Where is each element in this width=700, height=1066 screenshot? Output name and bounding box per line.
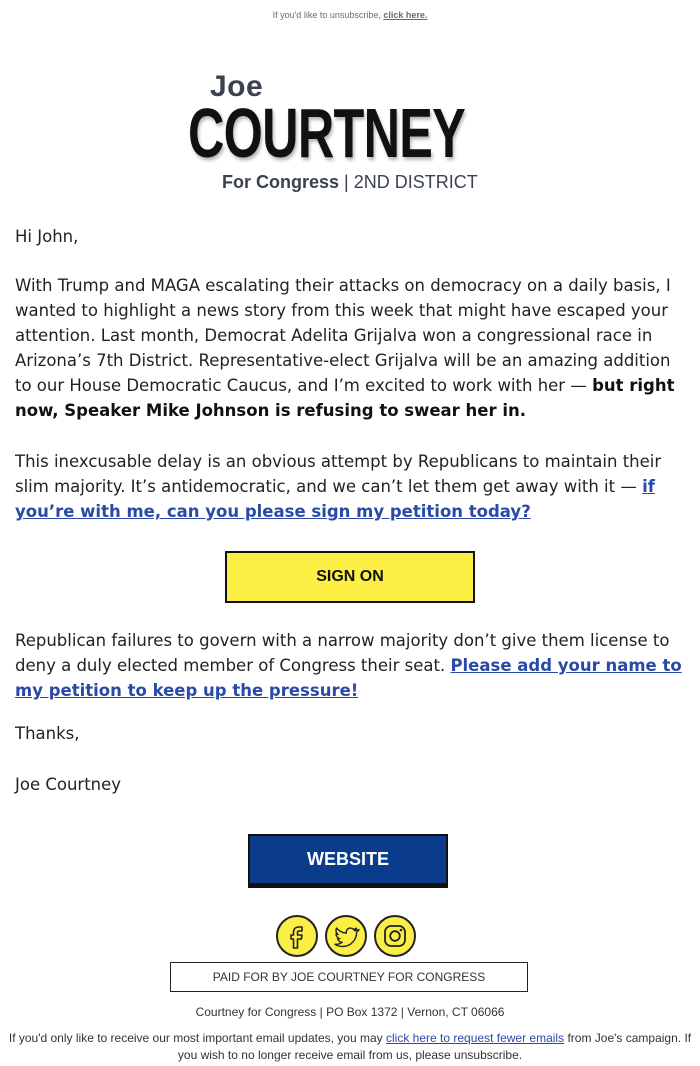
paragraph-1-text: With Trump and MAGA escalating their attacks on democracy on a daily basis, I wanted to highlight a news story from this week that might have escaped your attention. Last month, Democrat Adelita Grijalva won a congressional race in Arizona’s 7th District. Representative-elect Grijalva will be an amazing addition to our House Democratic Caucus, and I’m excited to work with her —: [15, 276, 671, 395]
top-unsubscribe-line: [0, 10, 700, 20]
website-button[interactable]: WEBSITE: [248, 834, 448, 888]
footer-prefix: If you'd only like to receive our most important email updates, you may: [8, 1031, 383, 1045]
unsubscribe-prefix: If you'd like to unsubscribe,: [272, 10, 381, 20]
paragraph-2-text: This inexcusable delay is an obvious attempt by Republicans to maintain their slim majority. It’s antidemocratic, and we can’t let them get away with it —: [15, 452, 662, 496]
logo-last-name: COURTNEY: [188, 94, 466, 172]
social-links: [276, 915, 416, 957]
greeting: Hi John,: [15, 227, 79, 246]
twitter-icon[interactable]: [325, 915, 367, 957]
logo-sub-district: 2ND DISTRICT: [353, 172, 478, 192]
paragraph-3: [15, 628, 687, 703]
sign-on-button[interactable]: SIGN ON: [225, 551, 475, 603]
footer-suffix: from Joe's campaign. If you wish to no longer receive email from us, please unsubscribe.: [177, 1031, 692, 1062]
mailing-address: Courtney for Congress | PO Box 1372 | Vernon, CT 06066: [195, 1005, 505, 1019]
instagram-icon[interactable]: [374, 915, 416, 957]
signoff-name: Joe Courtney: [15, 775, 122, 794]
fewer-emails-link[interactable]: click here to request fewer emails: [386, 1031, 565, 1045]
campaign-logo: [188, 70, 518, 200]
petition-link-1[interactable]: if you’re with me, can you please sign my petition today?: [15, 477, 655, 521]
paragraph-2: [15, 449, 687, 524]
paragraph-1-bold: but right now, Speaker Mike Johnson is refusing to swear her in.: [15, 376, 675, 420]
paid-for-disclaimer: PAID FOR BY JOE COURTNEY FOR CONGRESS: [170, 962, 528, 992]
logo-sub-bold: For Congress: [222, 172, 340, 192]
logo-sub-separator: |: [344, 172, 349, 192]
paragraph-1: [15, 273, 687, 423]
petition-link-2[interactable]: Please add your name to my petition to keep up the pressure!: [15, 656, 682, 700]
footer-note: [0, 1030, 700, 1064]
logo-subtitle: [222, 172, 478, 193]
paragraph-3-text: Republican failures to govern with a narrow majority don’t give them license to deny a duly elected member of Congress their seat.: [15, 631, 670, 675]
facebook-icon[interactable]: [276, 915, 318, 957]
unsubscribe-link[interactable]: click here.: [383, 10, 428, 20]
logo-first-name: Joe: [210, 70, 264, 103]
thanks-line: Thanks,: [15, 724, 80, 743]
email-body: [15, 224, 687, 550]
